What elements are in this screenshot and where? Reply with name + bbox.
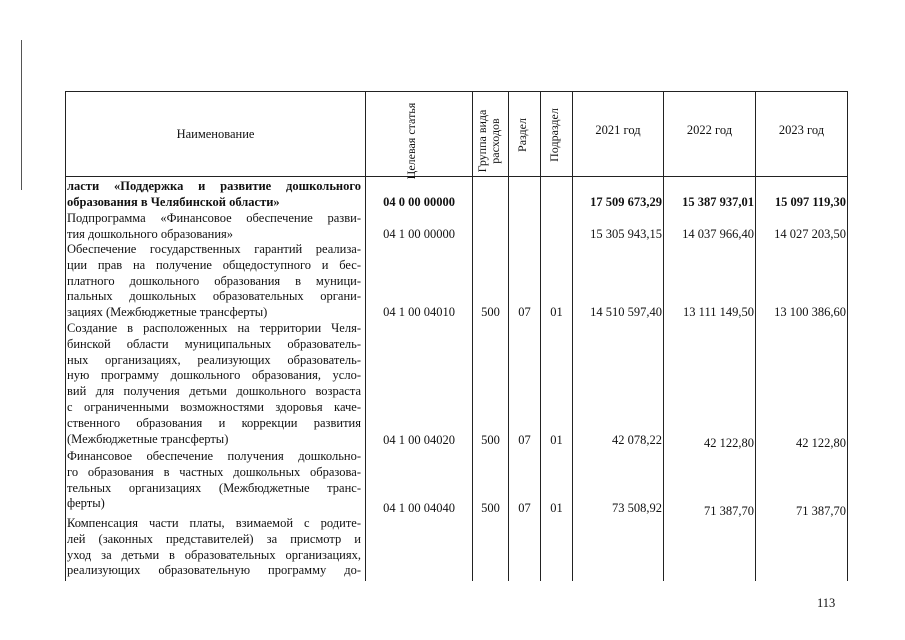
row-value-2022: 42 122,80 <box>704 436 754 450</box>
header-group: Группа вида расходов <box>475 109 502 173</box>
row-value-2022: 15 387 937,01 <box>682 195 754 209</box>
row-group: 500 <box>481 501 500 515</box>
header-target: Целевая статья <box>404 102 418 180</box>
header-bottom-border <box>65 176 848 177</box>
row-name: Компенсация части платы, взимаемой с родите- лей (законных представителей) за присмотр и уход за детьми в образовательных организациях, реализующих образовательную программу до- <box>67 516 361 578</box>
row-group: 500 <box>481 305 500 319</box>
row-code: 04 1 00 04040 <box>383 501 455 515</box>
row-code: 04 1 00 04010 <box>383 305 455 319</box>
row-name: Обеспечение государственных гарантий реализа- ции прав на получение общедоступного и бес- платного дошкольного образования в муници- пальных дошкольных образовательных органи- зациях (Межбюджетные трансферты) <box>67 242 361 320</box>
row-subsection: 01 <box>550 433 563 447</box>
header-2022: 2022 год <box>686 122 733 137</box>
header-section: Раздел <box>515 118 529 152</box>
row-section: 07 <box>518 305 531 319</box>
header-2023: 2023 год <box>778 122 825 137</box>
row-name: Создание в расположенных на территории Челя- бинской области муниципальных образователь- ных организациях, реализующих образователь- ную программу дошкольного образования, усло- вий для получения детьми дошкольного возраста с ограниченными возможностями здоровья каче- ственного образования и коррекции развития (Межбюджетные трансферты) <box>67 321 361 446</box>
row-name: Подпрограмма «Финансовое обеспечение разви- тия дошкольного образования» <box>67 211 361 241</box>
col-border-right <box>847 91 848 581</box>
row-value-2022: 13 111 149,50 <box>683 305 754 319</box>
row-value-2023: 71 387,70 <box>796 504 846 518</box>
row-value-2023: 15 097 119,30 <box>774 195 846 209</box>
row-subsection: 01 <box>550 501 563 515</box>
row-value-2021: 15 305 943,15 <box>590 227 662 241</box>
row-value-2023: 42 122,80 <box>796 436 846 450</box>
row-value-2023: 13 100 386,60 <box>774 305 846 319</box>
row-value-2022: 14 037 966,40 <box>682 227 754 241</box>
row-value-2021: 17 509 673,29 <box>590 195 662 209</box>
row-code: 04 1 00 00000 <box>383 227 455 241</box>
header-subsection: Подраздел <box>547 108 561 162</box>
header-2021: 2021 год <box>595 122 641 137</box>
row-group: 500 <box>481 433 500 447</box>
row-code: 04 0 00 00000 <box>383 195 455 209</box>
row-subsection: 01 <box>550 305 563 319</box>
row-name: Финансовое обеспечение получения дошкольно- го образования в частных дошкольных образова- тельных организациях (Межбюджетные транс- ферты) <box>67 449 361 511</box>
row-section: 07 <box>518 433 531 447</box>
row-value-2023: 14 027 203,50 <box>774 227 846 241</box>
row-section: 07 <box>518 501 531 515</box>
row-value-2022: 71 387,70 <box>704 504 754 518</box>
row-value-2021: 42 078,22 <box>612 433 662 447</box>
row-value-2021: 73 508,92 <box>612 501 662 515</box>
row-code: 04 1 00 04020 <box>383 433 455 447</box>
page-number: 113 <box>817 596 836 610</box>
header-name: Наименование <box>176 126 255 141</box>
row-name: ласти «Поддержка и развитие дошкольного образования в Челябинской области» <box>67 179 361 209</box>
row-value-2021: 14 510 597,40 <box>590 305 662 319</box>
